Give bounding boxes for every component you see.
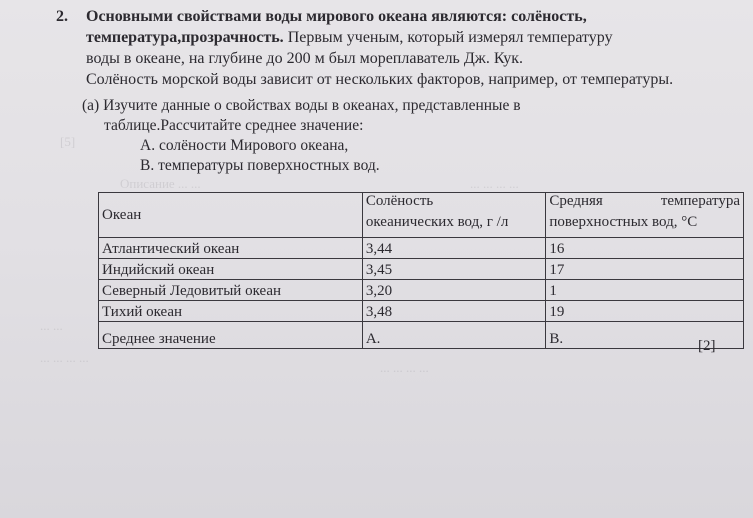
cell-salinity: 3,20 [362,280,546,301]
show-through-text: ... ... [40,318,63,333]
task-a [82,96,682,176]
cell-ocean: Северный Ледовитый океан [99,280,363,301]
table-row [99,238,744,259]
answer-cell-salinity[interactable]: А. [362,322,546,349]
table-row [99,301,744,322]
task-line-1: (a) Изучите данные о свойствах воды в океанах, представленные в [82,97,521,114]
task-item-b: B. температуры поверхностных вод. [140,157,380,174]
task-line-2: таблице.Рассчитайте среднее значение: [104,117,364,134]
cell-temperature: 16 [546,238,744,259]
cell-salinity: 3,45 [362,259,546,280]
table-row-average [99,322,744,349]
show-through-text: ... ... ... ... [470,176,519,191]
header-ocean: Океан [99,193,363,238]
cell-ocean: Тихий океан [99,301,363,322]
table-row [99,259,744,280]
question-line-2: температура,прозрачность. Первым ученым, который измерял температуру [86,29,613,46]
cell-salinity: 3,48 [362,301,546,322]
question-2 [56,6,742,90]
question-line-3: воды в океане, на глубине до 200 м был мореплаватель Дж. Кук. [86,50,524,67]
marks-label: [2] [698,338,716,354]
cell-ocean: Индийский океан [99,259,363,280]
header-temperature: Средняя температура поверхностных вод, °С [546,193,744,238]
answer-cell-temperature[interactable]: В. [546,322,744,349]
show-through-text: ... ... ... ... [380,360,429,375]
cell-temperature: 19 [546,301,744,322]
table-header-row [99,193,744,238]
cell-ocean: Атлантический океан [99,238,363,259]
task-item-a: A. солёности Мирового океана, [140,137,349,154]
show-through-text: ... ... ... ... [40,350,89,365]
header-salinity: Солёность океанических вод, г /л [362,193,546,238]
cell-temperature: 1 [546,280,744,301]
cell-ocean: Среднее значение [99,322,363,349]
cell-salinity: 3,44 [362,238,546,259]
ocean-properties-table [98,192,744,349]
table-row [99,280,744,301]
cell-temperature: 17 [546,259,744,280]
question-line-4: Солёность морской воды зависит от нескольких факторов, например, от температуры. [86,71,674,88]
question-number: 2. [56,8,68,25]
question-line-1: Основными свойствами воды мирового океана являются: солёность, [86,8,587,25]
show-through-text: [5] [60,134,76,149]
show-through-text: Описание ... ... [120,176,201,191]
